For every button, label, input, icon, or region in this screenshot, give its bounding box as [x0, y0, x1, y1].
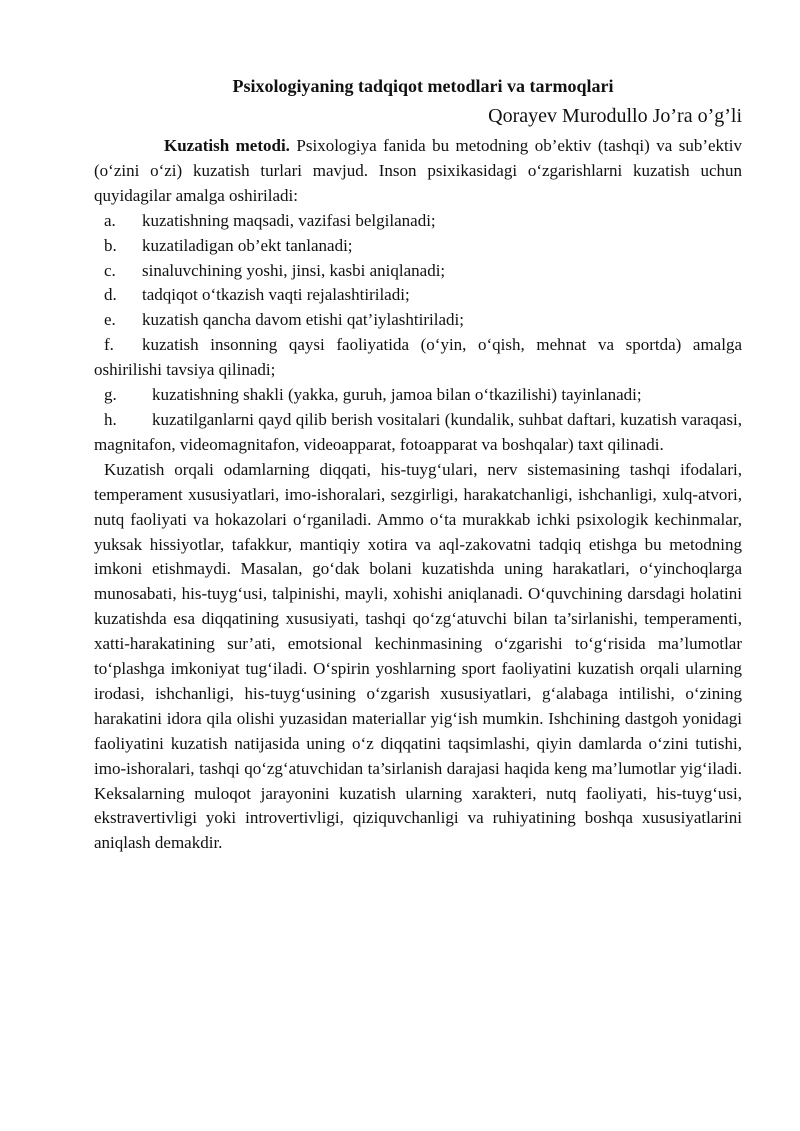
list-item-text: kuzatish qancha davom etishi qat’iylashtiriladi;: [142, 310, 464, 330]
list-item-text: sinaluvchining yoshi, jinsi, kasbi aniqlanadi;: [142, 260, 446, 280]
list-marker: b.: [104, 235, 117, 255]
list-item-text: kuzatish insonning qaysi faoliyatida (o‘yin, o‘qish, mehnat va sportda) amalga oshirilishi tavsiya qilinadi;: [94, 335, 742, 380]
list-item: [94, 283, 742, 308]
list-marker: d.: [104, 285, 117, 305]
list-item: [94, 234, 742, 259]
list-marker: e.: [104, 310, 116, 330]
list-item-text: kuzatilganlarni qayd qilib berish vositalari (kundalik, suhbat daftari, kuzatish varaqasi, magnitafon, videomagnitafon, videoapparat, fotoapparat va boshqalar) taxt qilinadi.: [94, 409, 742, 454]
list-marker: a.: [104, 210, 116, 230]
list-marker: g.: [104, 385, 117, 405]
list-item: [94, 259, 742, 284]
list-item-text: tadqiqot o‘tkazish vaqti rejalashtiriladi;: [142, 285, 410, 305]
author-name: Qorayev Murodullo Jo’ra o’g’li: [488, 105, 742, 127]
list-item-text: kuzatishning maqsadi, vazifasi belgilanadi;: [142, 210, 436, 230]
list-item: [94, 408, 742, 458]
list-item: [94, 308, 742, 333]
list-item: [94, 209, 742, 234]
body-paragraph: Kuzatish orqali odamlarning diqqati, his-tuyg‘ulari, nerv sistemasining tashqi ifodalari, temperament xususiyatlari, imo-ishoralari, sezgirligi, harakatchanligi, ishchanligi, xulq-atvori, nutq faoliyati va hokazolari o‘rganiladi. Ammo o‘ta murakkab ichki psixologik kechinmalar, yuksak hissiyotlar, tafakkur, mantiqiy xotira va aql-zakovatni tadqiq etishga bu metodning imkoni etishmaydi. Masalan, go‘dak bolani kuzatishda uning harakatlari, o‘yinchoqlarga munosabati, his-tuyg‘usi, talpinishi, mayli, xohishi aniqlanadi. O‘quvchining darsdagi holatini kuzatishda esa diqqatining xususiyati, tashqi qo‘zg‘atuvchi bilan ta’sirlanishi, temperamenti, xatti-harakatining sur’ati, emotsional kechinmasining o‘zgarishi to‘g‘risida ma’lumotlar to‘plashga imkoniyat tug‘iladi. O‘spirin yoshlarning sport faoliyatini kuzatish orqali ularning irodasi, ishchanligi, his-tuyg‘usining o‘zgarish xususiyatlari, g‘alabaga intilishi, o‘zining harakatini idora qila olishi yuzasidan materiallar yig‘ish mumkin. Ishchining dastgoh yonidagi faoliyatini kuzatish natijasida uning o‘z diqqatini taqsimlashi, qiyin damlarda o‘zini tutishi, imo-ishoralari, tashqi qo‘zg‘atuvchidan ta’sirlanish darajasi haqida keng ma’lumotlar yig‘iladi. Keksalarning muloqot jarayonini kuzatish ularning xarakteri, nutq faoliyati, his-tuyg‘usi, ekstravertivligi yoki introvertivligi, qiziquvchanligi va ruhiyatining boshqa xususiyatlarini aniqlash demakdir.: [94, 459, 742, 853]
document-title: Psixologiyaning tadqiqot metodlari va tarmoqlari: [232, 76, 614, 96]
list-marker: f.: [104, 335, 114, 355]
list-item: [94, 383, 742, 408]
list-marker: c.: [104, 260, 116, 280]
list-item-text: kuzatiladigan ob’ekt tanlanadi;: [142, 235, 353, 255]
intro-paragraph: [94, 134, 742, 209]
list-item: [94, 333, 742, 383]
steps-list: [94, 209, 742, 458]
intro-lead: Kuzatish metodi.: [164, 136, 290, 155]
list-marker: h.: [104, 409, 117, 429]
list-item-text: kuzatishning shakli (yakka, guruh, jamoa bilan o‘tkazilishi) tayinlanadi;: [152, 385, 642, 405]
intro-text: Psixologiya fanida bu metodning ob’ektiv (tashqi) va sub’ektiv (o‘zini o‘zi) kuzatish turlari mavjud. Inson psixikasidagi o‘zgarishlarni kuzatish uchun quyidagilar amalga oshiriladi:: [94, 136, 742, 205]
